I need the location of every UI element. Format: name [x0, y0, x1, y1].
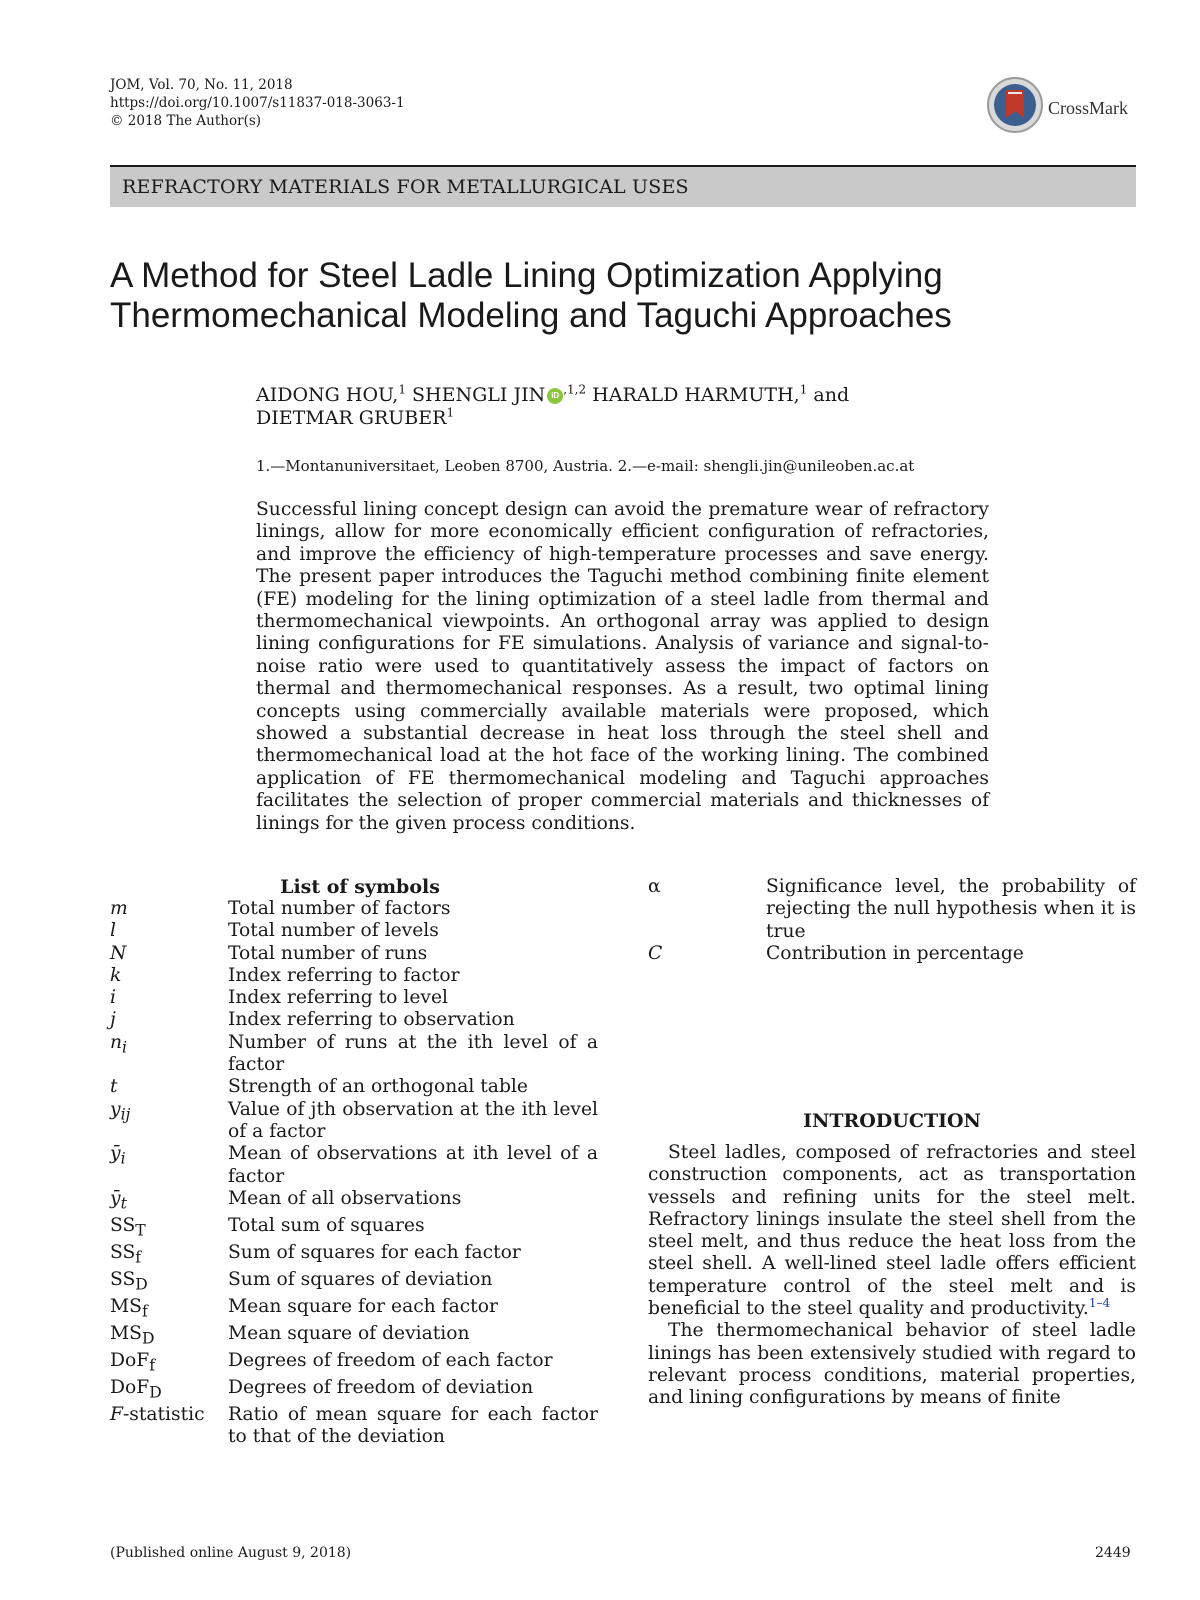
- symbol-row: [648, 876, 1136, 943]
- symbol-description: Contribution in percentage: [766, 942, 1024, 964]
- symbol-row: [110, 1323, 598, 1350]
- symbol: $MS_D$: [110, 1323, 155, 1348]
- symbol-description: Degrees of freedom of deviation: [228, 1377, 534, 1399]
- symbol: C: [648, 942, 663, 964]
- copyright-notice: © 2018 The Author(s): [110, 113, 262, 129]
- symbol-description: Mean of all observations: [228, 1187, 462, 1209]
- author-name: AIDONG HOU,: [256, 384, 399, 406]
- symbol: $y_{ij}$: [110, 1098, 131, 1124]
- affiliation-marker: 1: [799, 382, 808, 397]
- section-label: REFRACTORY MATERIALS FOR METALLURGICAL USES: [122, 176, 689, 198]
- symbol: $SS_T$: [110, 1214, 146, 1240]
- symbol-description: Mean square of deviation: [228, 1323, 470, 1345]
- symbol-description: Total number of levels: [228, 920, 439, 942]
- symbol-description: Sum of squares of deviation: [228, 1268, 493, 1290]
- paragraph: Steel ladles, composed of refractories and steel construction components, act as transportation vessels and refining units for the steel melt. Refractory linings insulate the steel shell from the steel melt, and thus reduce the heat loss from the steel shell. A well-lined steel ladle offers efficient temperature control of the steel melt and is beneficial to the steel quality and productivity.$^{1-4}$: [648, 1142, 1136, 1320]
- journal-citation: JOM, Vol. 70, No. 11, 2018: [110, 77, 293, 93]
- symbol-row: [110, 920, 598, 942]
- symbol-description: Mean of observations at ith level of a factor: [228, 1143, 598, 1187]
- orcid-icon[interactable]: iD: [547, 388, 563, 404]
- symbol-row: [110, 1350, 598, 1377]
- symbol-row: [110, 1143, 598, 1188]
- title-line: A Method for Steel Ladle Lining Optimization Applying: [110, 256, 943, 295]
- symbol: $n_i$: [110, 1031, 128, 1057]
- author-list: [256, 384, 1016, 430]
- paragraph: The thermomechanical behavior of steel ladle linings has been extensively studied with regard to relevant process conditions, material properties, and lining configurations by means of finite: [648, 1320, 1136, 1409]
- publication-date: (Published online August 9, 2018): [110, 1545, 352, 1561]
- symbol-description: Index referring to observation: [228, 1009, 515, 1031]
- symbol-row: [110, 898, 598, 920]
- citation-link[interactable]: 1–4: [1088, 1295, 1111, 1310]
- introduction-heading: INTRODUCTION: [803, 1110, 981, 1132]
- symbol: i: [110, 987, 116, 1009]
- symbol-description: Degrees of freedom of each factor: [228, 1350, 553, 1372]
- symbol-description: Total number of factors: [228, 898, 451, 919]
- symbol-description: Index referring to factor: [228, 964, 460, 986]
- affiliation-marker: 1: [446, 405, 455, 420]
- symbol-row: [110, 1099, 598, 1144]
- affiliation-marker: 1: [398, 382, 406, 397]
- symbol-row: [648, 943, 1136, 965]
- symbol-row: [110, 1215, 598, 1242]
- author-name: SHENGLI JIN: [412, 384, 546, 406]
- symbol: $SS_f$: [110, 1241, 142, 1267]
- symbol: $ȳ_t$: [110, 1187, 127, 1213]
- crossmark-label: CrossMark: [1048, 98, 1128, 118]
- symbol: t: [110, 1076, 118, 1098]
- symbol-row: [110, 1377, 598, 1404]
- symbol-row: [110, 1032, 598, 1077]
- symbol-description: Ratio of mean square for each factor to that of the deviation: [228, 1404, 598, 1448]
- symbol: $MS_f$: [110, 1295, 148, 1321]
- author-name: DIETMAR GRUBER: [256, 407, 447, 429]
- symbol: j: [110, 1009, 116, 1031]
- journal-meta: [110, 76, 405, 130]
- symbol-row: [110, 1242, 598, 1269]
- symbol: DoF$_D$: [110, 1377, 162, 1402]
- symbol: m: [110, 898, 128, 919]
- section-banner: [110, 167, 1136, 207]
- symbol-description: Index referring to level: [228, 987, 448, 1009]
- symbol-description: Strength of an orthogonal table: [228, 1076, 528, 1098]
- symbol-description: Total sum of squares: [228, 1214, 425, 1236]
- symbol-row: [110, 943, 598, 965]
- author-conjunction: and: [813, 384, 850, 406]
- symbol-description: Number of runs at the ith level of a factor: [228, 1031, 598, 1076]
- symbols-table-right: [648, 876, 1136, 965]
- symbol: l: [110, 920, 116, 942]
- symbol-row: [110, 965, 598, 987]
- affiliations: 1.—Montanuniversitaet, Leoben 8700, Austria. 2.—e-mail: shengli.jin@unileoben.ac.at: [256, 457, 915, 475]
- symbol-row: [110, 1404, 598, 1449]
- symbol: α: [648, 876, 661, 897]
- symbol-row: [110, 1296, 598, 1323]
- title-line: Thermomechanical Modeling and Taguchi Approaches: [110, 296, 952, 335]
- symbol: k: [110, 964, 122, 986]
- symbol-row: [110, 987, 598, 1009]
- symbol-row: [110, 1269, 598, 1296]
- symbol: $ȳ_i$: [110, 1143, 126, 1168]
- symbol-description: Sum of squares for each factor: [228, 1241, 521, 1263]
- symbol: F-statistic: [110, 1404, 205, 1426]
- symbol-row: [110, 1076, 598, 1098]
- symbols-heading: List of symbols: [280, 876, 440, 898]
- affiliation-marker: ,1,2: [563, 382, 587, 397]
- symbol-row: [110, 1188, 598, 1215]
- author-name: HARALD HARMUTH,: [592, 384, 800, 406]
- symbol: $SS_D$: [110, 1268, 148, 1294]
- symbol-description: Value of jth observation at the ith level of a factor: [228, 1098, 598, 1142]
- symbols-table-left: [110, 898, 598, 1449]
- symbol-description: Total number of runs: [228, 942, 428, 964]
- article-title: [110, 256, 1110, 336]
- symbol-description: Significance level, the probability of rejecting the null hypothesis when it is true: [766, 876, 1136, 942]
- symbol-description: Mean square for each factor: [228, 1295, 498, 1317]
- crossmark-icon: [986, 76, 1044, 134]
- symbol: N: [110, 942, 127, 964]
- symbol-row: [110, 1009, 598, 1031]
- symbol: DoF$_f$: [110, 1350, 155, 1375]
- doi-link[interactable]: https://doi.org/10.1007/s11837-018-3063-1: [110, 95, 405, 111]
- introduction-body: [648, 1142, 1136, 1410]
- abstract: Successful lining concept design can avoid the premature wear of refractory linings, allow for more economically efficient configuration of refractories, and improve the efficiency of high-temperature processes and save energy. The present paper introduces the Taguchi method combining finite element (FE) modeling for the lining optimization of a steel ladle from thermal and thermomechanical viewpoints. An orthogonal array was applied to design lining configurations for FE simulations. Analysis of variance and signal-to-noise ratio were used to quantitatively assess the impact of factors on thermal and thermomechanical responses. As a result, two optimal lining concepts using commercially available materials were proposed, which showed a substantial decrease in heat loss through the steel shell and thermomechanical load at the hot face of the working lining. The combined application of FE thermomechanical modeling and Taguchi approaches facilitates the selection of proper commercial materials and thicknesses of linings for the given process conditions.: [256, 499, 989, 834]
- crossmark-badge[interactable]: [986, 76, 1136, 138]
- page-number: 2449: [1095, 1545, 1131, 1561]
